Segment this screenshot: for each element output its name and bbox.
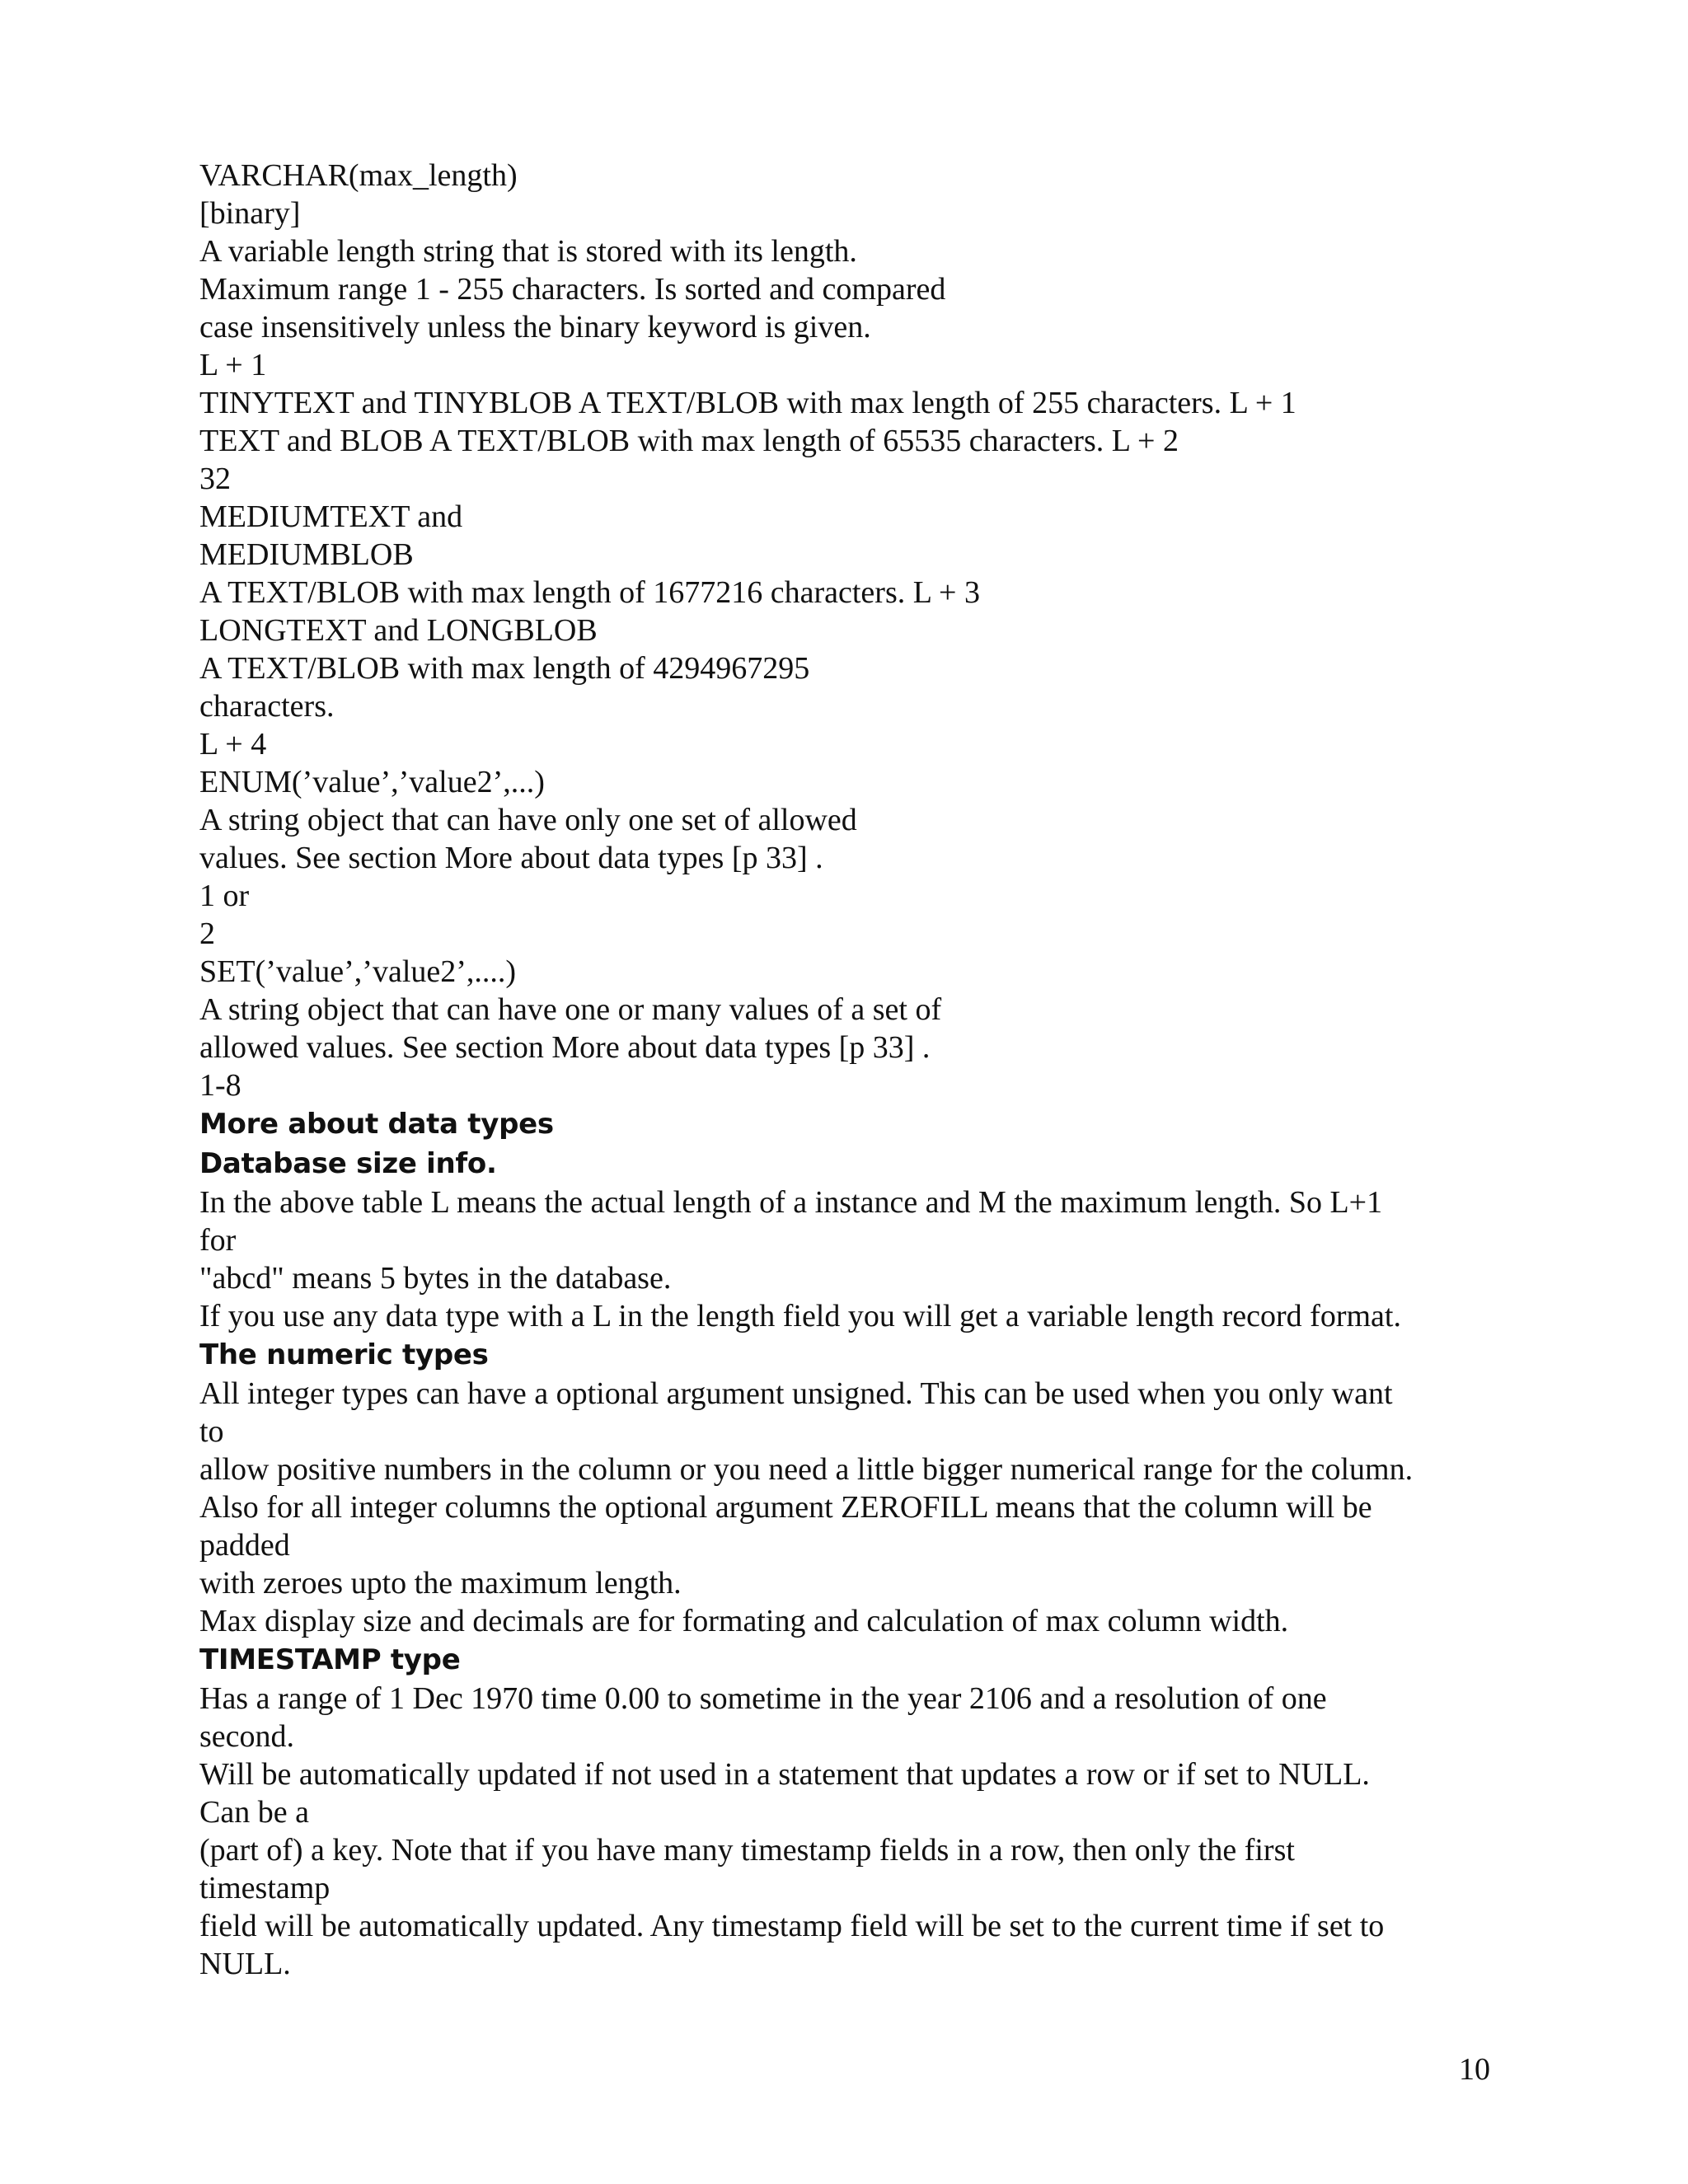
section-heading: Database size info. <box>199 1147 497 1180</box>
text-line: padded <box>199 1528 290 1563</box>
text-line: TEXT and BLOB A TEXT/BLOB with max length of 65535 characters. L + 2 <box>199 424 1179 458</box>
text-line: A TEXT/BLOB with max length of 1677216 characters. L + 3 <box>199 575 980 610</box>
text-line: A TEXT/BLOB with max length of 4294967295 <box>199 651 810 686</box>
text-line: second. <box>199 1719 295 1754</box>
text-line: values. See section More about data types [p 33] . <box>199 841 823 875</box>
text-line: If you use any data type with a L in the length field you will get a variable length record format. <box>199 1299 1401 1333</box>
text-line: A variable length string that is stored with its length. <box>199 234 857 269</box>
text-line: In the above table L means the actual length of a instance and M the maximum length. So L+1 <box>199 1185 1383 1220</box>
text-line: L + 4 <box>199 727 267 762</box>
text-line: allowed values. See section More about data types [p 33] . <box>199 1030 931 1065</box>
section-heading: TIMESTAMP type <box>199 1643 461 1676</box>
text-line: "abcd" means 5 bytes in the database. <box>199 1261 672 1296</box>
text-line: allow positive numbers in the column or you need a little bigger numerical range for the column. <box>199 1452 1414 1487</box>
text-line: 1-8 <box>199 1068 241 1103</box>
text-line: Can be a <box>199 1795 309 1830</box>
text-line: (part of) a key. Note that if you have many timestamp fields in a row, then only the first <box>199 1833 1295 1868</box>
text-line: TINYTEXT and TINYBLOB A TEXT/BLOB with max length of 255 characters. L + 1 <box>199 386 1296 420</box>
text-line: Also for all integer columns the optional argument ZEROFILL means that the column will be <box>199 1490 1372 1525</box>
text-line: field will be automatically updated. Any timestamp field will be set to the current time if set to <box>199 1909 1385 1943</box>
text-line: case insensitively unless the binary keyword is given. <box>199 310 871 344</box>
text-line: VARCHAR(max_length) <box>199 158 518 193</box>
text-line: 1 or <box>199 879 250 913</box>
text-line: Maximum range 1 - 255 characters. Is sorted and compared <box>199 272 946 307</box>
text-line: 2 <box>199 916 215 951</box>
text-line: NULL. <box>199 1947 291 1981</box>
text-line: to <box>199 1414 224 1449</box>
text-line: LONGTEXT and LONGBLOB <box>199 613 598 648</box>
text-line: SET(’value’,’value2’,....) <box>199 954 517 989</box>
text-line: Max display size and decimals are for formating and calculation of max column width. <box>199 1604 1289 1638</box>
text-line: Has a range of 1 Dec 1970 time 0.00 to sometime in the year 2106 and a resolution of one <box>199 1681 1327 1716</box>
text-line: MEDIUMBLOB <box>199 537 414 572</box>
text-line: characters. <box>199 689 335 724</box>
text-line: ENUM(’value’,’value2’,...) <box>199 765 545 799</box>
text-line: A string object that can have only one set of allowed <box>199 803 857 837</box>
text-line: All integer types can have a optional argument unsigned. This can be used when you only want <box>199 1376 1393 1411</box>
text-line: 32 <box>199 462 231 496</box>
text-line: A string object that can have one or many values of a set of <box>199 992 942 1027</box>
text-line: L + 1 <box>199 348 267 382</box>
text-line: Will be automatically updated if not used in a statement that updates a row or if set to NULL. <box>199 1757 1370 1792</box>
text-line: [binary] <box>199 196 301 231</box>
section-heading: More about data types <box>199 1108 554 1141</box>
section-heading: The numeric types <box>199 1338 489 1371</box>
text-line: MEDIUMTEXT and <box>199 499 463 534</box>
text-line: for <box>199 1223 237 1258</box>
text-line: timestamp <box>199 1871 331 1905</box>
text-line: with zeroes upto the maximum length. <box>199 1566 682 1601</box>
page-number: 10 <box>1459 2052 1490 2087</box>
page-body <box>199 157 1526 1983</box>
